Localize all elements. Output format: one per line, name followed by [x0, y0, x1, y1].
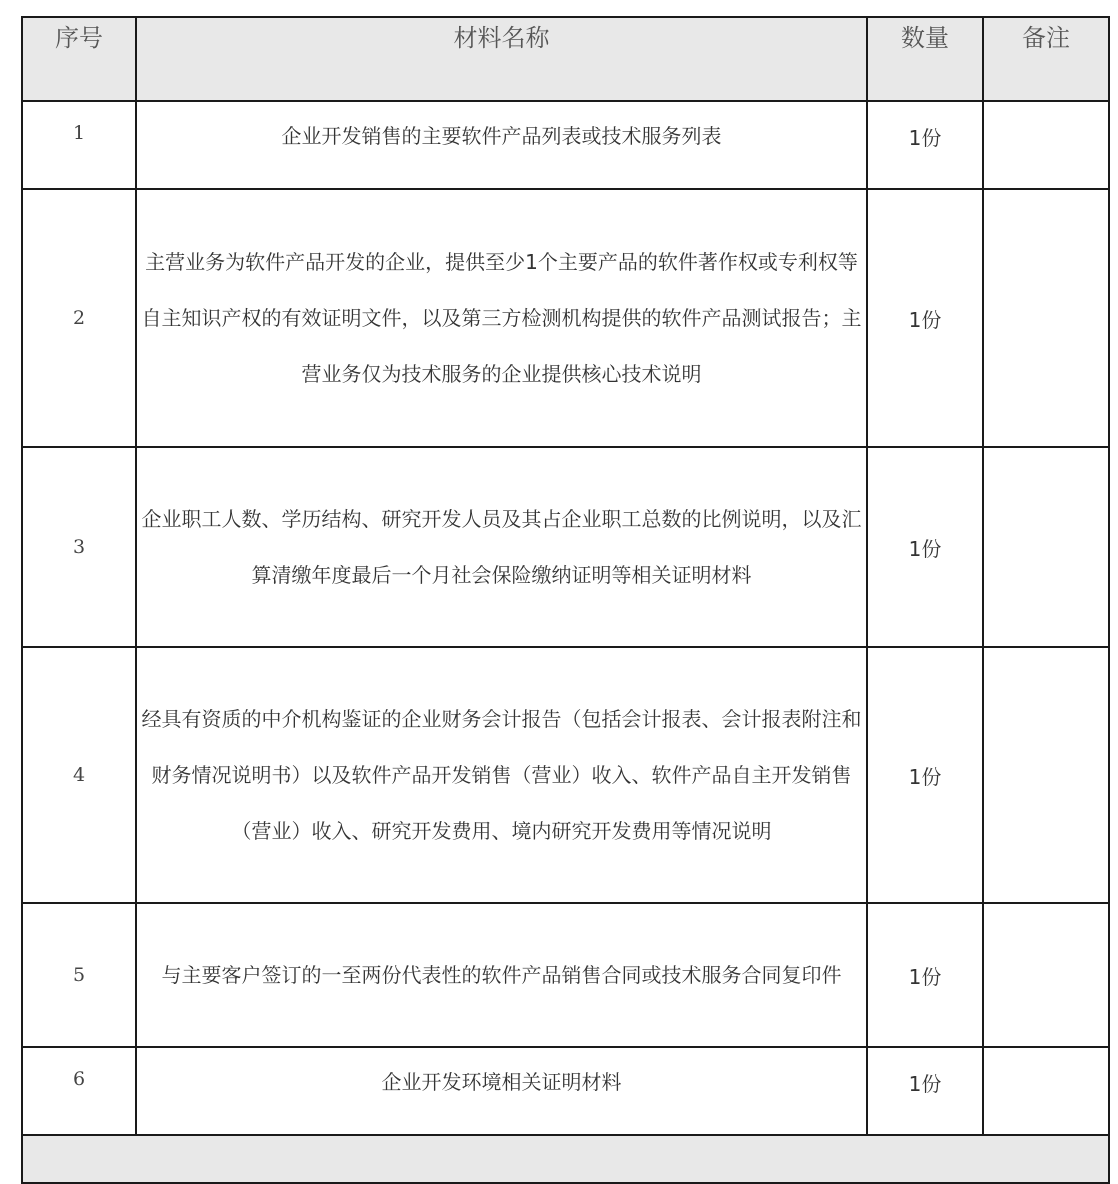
- row-qty: 1份: [867, 903, 983, 1047]
- row-qty: 1份: [867, 101, 983, 189]
- table-footer-row: [22, 1135, 1109, 1183]
- table-header-row: [22, 17, 1109, 101]
- row-no: 4: [22, 647, 136, 903]
- row-no: 1: [22, 101, 136, 189]
- row-name: [136, 647, 867, 903]
- row-name-text: 主营业务为软件产品开发的企业，提供至少1个主要产品的软件著作权或专利权等自主知识产权的有效证明文件，以及第三方检测机构提供的软件产品测试报告；主营业务仅为技术服务的企业提供核心技术说明: [141, 250, 862, 386]
- materials-table: [21, 16, 1110, 1184]
- table-row: [22, 447, 1109, 647]
- row-no: 5: [22, 903, 136, 1047]
- header-note: 备注: [983, 17, 1109, 101]
- table-row: [22, 101, 1109, 189]
- row-qty: 1份: [867, 447, 983, 647]
- table-row: [22, 1047, 1109, 1135]
- table-footer-cell: [22, 1135, 1109, 1183]
- row-note: [983, 647, 1109, 903]
- row-no: 6: [22, 1047, 136, 1135]
- row-note: [983, 1047, 1109, 1135]
- row-note: [983, 903, 1109, 1047]
- row-note: [983, 447, 1109, 647]
- row-no: 2: [22, 189, 136, 447]
- row-qty: 1份: [867, 647, 983, 903]
- header-qty: 数量: [867, 17, 983, 101]
- row-name: [136, 447, 867, 647]
- header-name: 材料名称: [136, 17, 867, 101]
- row-note: [983, 189, 1109, 447]
- row-note: [983, 101, 1109, 189]
- row-name-text: 与主要客户签订的一至两份代表性的软件产品销售合同或技术服务合同复印件: [161, 963, 842, 987]
- row-name: [136, 189, 867, 447]
- row-name: 企业开发销售的主要软件产品列表或技术服务列表: [136, 101, 867, 189]
- row-name-text: 企业职工人数、学历结构、研究开发人员及其占企业职工总数的比例说明，以及汇算清缴年度最后一个月社会保险缴纳证明等相关证明材料: [141, 507, 862, 587]
- row-name-text: 经具有资质的中介机构鉴证的企业财务会计报告（包括会计报表、会计报表附注和财务情况说明书）以及软件产品开发销售（营业）收入、软件产品自主开发销售（营业）收入、研究开发费用、境内研究开发费用等情况说明: [141, 707, 862, 843]
- table-row: [22, 903, 1109, 1047]
- row-qty: 1份: [867, 1047, 983, 1135]
- row-name: 企业开发环境相关证明材料: [136, 1047, 867, 1135]
- table-row: [22, 189, 1109, 447]
- row-name: [136, 903, 867, 1047]
- row-qty: 1份: [867, 189, 983, 447]
- header-no: 序号: [22, 17, 136, 101]
- row-no: 3: [22, 447, 136, 647]
- table-row: [22, 647, 1109, 903]
